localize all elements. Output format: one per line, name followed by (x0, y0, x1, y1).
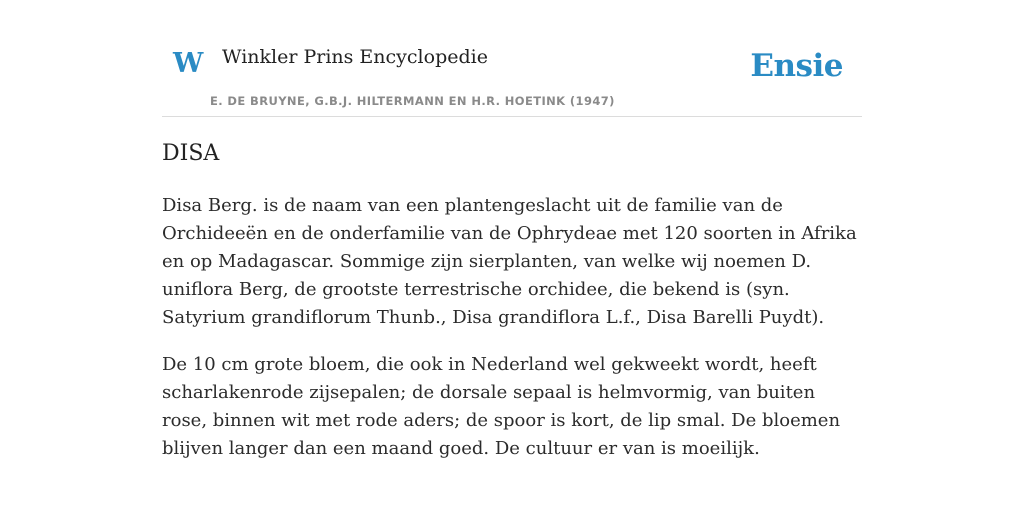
ensie-logo[interactable]: Ensie (750, 48, 843, 84)
entry-title: DISA (162, 141, 220, 166)
publication-title[interactable]: Winkler Prins Encyclopedie (222, 46, 488, 68)
entry-paragraph: De 10 cm grote bloem, die ook in Nederland wel gekweekt wordt, heeft scharlakenrode zijsepalen; de dorsale sepaal is helmvormig, van buiten rose, binnen wit met rode aders; de spoor is kort, de lip smal. De bloemen blijven langer dan een maand goed. De cultuur er van is moeilijk. (162, 354, 841, 459)
entry-paragraph: Disa Berg. is de naam van een plantengeslacht uit de familie van de Orchideeën en de onderfamilie van de Ophrydeae met 120 soorten in Afrika en op Madagascar. Sommige zijn sierplanten, van welke wij noemen D. uniflora Berg, de grootste terrestrische orchidee, die bekend is (syn. Satyrium grandiflorum Thunb., Disa grandiflora L.f., Disa Barelli Puydt). (162, 195, 857, 328)
winkler-prins-logo[interactable]: W (173, 48, 204, 79)
header (162, 0, 862, 117)
publication-authors: E. DE BRUYNE, G.B.J. HILTERMANN EN H.R. HOETINK (1947) (210, 94, 615, 108)
